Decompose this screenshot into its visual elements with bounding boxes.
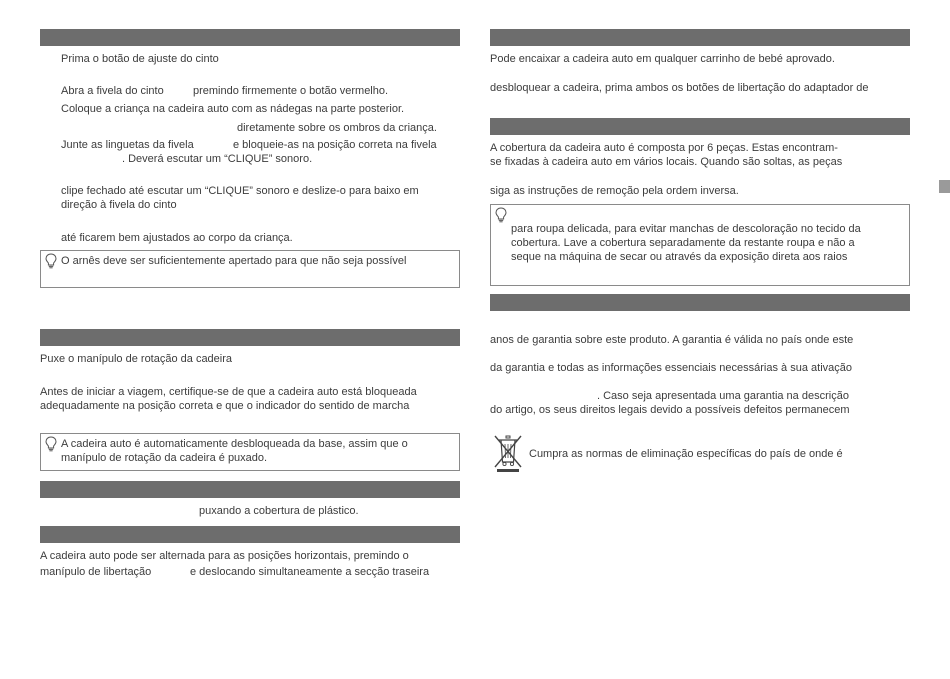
instruction-text: manípulo de libertação (40, 566, 152, 578)
tip-text: manípulo de rotação da cadeira é puxado. (61, 452, 268, 464)
instruction-text: direção à fivela do cinto (61, 199, 177, 211)
crossed-out-bin-icon (493, 433, 523, 473)
section-header-bar (40, 526, 460, 543)
instruction-text: siga as instruções de remoção pela ordem inversa. (490, 185, 739, 197)
page-side-tab (939, 180, 950, 193)
instruction-text: Junte as linguetas da fivela (61, 139, 194, 151)
section-header-bar (490, 29, 910, 46)
instruction-text: e bloqueie-as na posição correta na fivela (233, 139, 437, 151)
instruction-text: . Deverá escutar um “CLIQUE” sonoro. (122, 153, 313, 165)
lightbulb-icon (495, 207, 507, 223)
section-header-bar (490, 118, 910, 135)
instruction-text: Pode encaixar a cadeira auto em qualquer carrinho de bebé aprovado. (490, 53, 835, 65)
instruction-text: até ficarem bem ajustados ao corpo da criança. (61, 232, 293, 244)
instruction-text: Coloque a criança na cadeira auto com as nádegas na parte posterior. (61, 103, 405, 115)
instruction-text: se fixadas à cadeira auto em vários locais. Quando são soltas, as peças (490, 156, 843, 168)
section-header-bar (40, 329, 460, 346)
instruction-text: e deslocando simultaneamente a secção traseira (190, 566, 430, 578)
instruction-text: diretamente sobre os ombros da criança. (237, 122, 437, 134)
instruction-text: clipe fechado até escutar um “CLIQUE” sonoro e deslize-o para baixo em (61, 185, 419, 197)
tip-text: O arnês deve ser suficientemente apertado para que não seja possível (61, 255, 407, 267)
instruction-text: Puxe o manípulo de rotação da cadeira (40, 353, 233, 365)
instruction-text: Antes de iniciar a viagem, certifique-se de que a cadeira auto está bloqueada (40, 386, 417, 398)
instruction-text: premindo firmemente o botão vermelho. (193, 85, 389, 97)
instruction-text: puxando a cobertura de plástico. (199, 505, 359, 517)
instruction-text: . Caso seja apresentada uma garantia na descrição (597, 390, 849, 402)
instruction-text: desbloquear a cadeira, prima ambos os botões de libertação do adaptador de (490, 82, 869, 94)
instruction-text: Prima o botão de ajuste do cinto (61, 53, 219, 65)
instruction-text: adequadamente na posição correta e que o indicador do sentido de marcha (40, 400, 410, 412)
instruction-text: Abra a fivela do cinto (61, 85, 164, 97)
disposal-text: Cumpra as normas de eliminação específicas do país de onde é (529, 448, 843, 460)
tip-text: A cadeira auto é automaticamente desbloqueada da base, assim que o (61, 438, 408, 450)
instruction-text: do artigo, os seus direitos legais devido a possíveis defeitos permanecem (490, 404, 850, 416)
instruction-text: A cobertura da cadeira auto é composta por 6 peças. Estas encontram- (490, 142, 838, 154)
tip-text: seque na máquina de secar ou através da exposição direta aos raios (511, 251, 848, 263)
section-header-bar (40, 481, 460, 498)
tip-text: cobertura. Lave a cobertura separadamente da restante roupa e não a (511, 237, 855, 249)
instruction-text: da garantia e todas as informações essenciais necessárias à sua ativação (490, 362, 852, 374)
section-header-bar (40, 29, 460, 46)
instruction-text: A cadeira auto pode ser alternada para as posições horizontais, premindo o (40, 550, 409, 562)
tip-text: para roupa delicada, para evitar manchas de descoloração no tecido da (511, 223, 861, 235)
instruction-text: anos de garantia sobre este produto. A garantia é válida no país onde este (490, 334, 854, 346)
lightbulb-icon (45, 436, 57, 452)
lightbulb-icon (45, 253, 57, 269)
section-header-bar (490, 294, 910, 311)
